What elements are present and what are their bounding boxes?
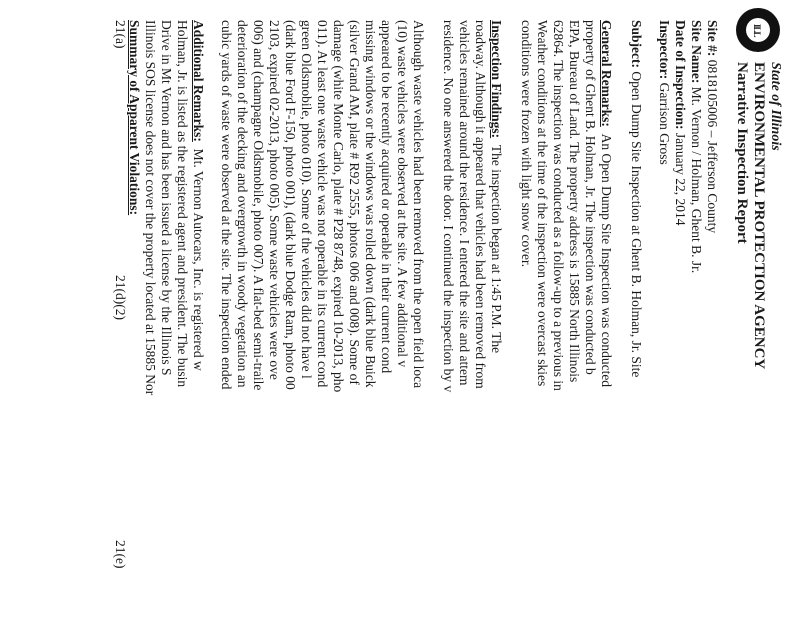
inspector-line: Inspector: Garrison Gross: [657, 20, 672, 165]
summary-heading: Summary of Apparent Violations:: [127, 20, 142, 216]
state-name: State of Illinois: [768, 62, 783, 151]
additional-remarks-line-4: Illinois SOS license does not cover the property located at 15885 Nor: [143, 20, 158, 396]
body-line-5: (silver Grand AM, plate # R92 2555, photos 006 and 008). Some of: [347, 20, 362, 385]
body-line-11: 006) and (champagne Oldsmobile, photo 007). A flat-bed semi-traile: [251, 20, 266, 391]
body-line-12: deterioration of the decking and overgrowth in woody vegetation an: [235, 20, 250, 388]
body-line-2: (10) waste vehicles were observed at the site. A few additional v: [395, 20, 410, 368]
body-line-9: (dark blue Ford F-150, photo 001), (dark blue Dodge Ram, photo 00: [283, 20, 298, 390]
body-line-6: damage (white Monte Carlo, plate # P28 8748, expired 10-2013, pho: [331, 20, 346, 393]
body-line-10: 2103, expired 02-2013, photo 005). Some waste vehicles were ove: [267, 20, 282, 380]
additional-remarks-line-3: Drive in Mt Vernon and has been issued a license by the Illinois S: [159, 20, 174, 376]
site-name-line: Site Name: Mt. Vernon / Holman, Ghent B. Jr.: [689, 20, 704, 274]
violation-item: 21(e): [113, 540, 128, 569]
findings-line-1: Inspection Findings: The inspection began at 1:45 P.M. The: [489, 20, 504, 354]
additional-remarks-line-1: Additional Remarks: Mt. Vernon Autocars, Inc. is registered w: [191, 20, 206, 371]
findings-line-3: vehicles remained around the residence. I entered the site and attem: [457, 20, 472, 386]
subject-line: Subject: Open Dump Site Inspection at Ghent B. Holman, Jr. Site: [629, 20, 644, 378]
illinois-epa-logo-icon: ILL: [736, 8, 780, 52]
body-line-3: appeared to be recently acquired or operable in their current cond: [379, 20, 394, 374]
general-remarks-line-1: General Remarks: An Open Dump Site Inspection was conducted: [599, 20, 614, 388]
inspection-date-line: Date of Inspection: January 22, 2014: [673, 20, 688, 226]
body-line-8: green Oldsmobile, photo 010). Some of the vehicles did not have l: [299, 20, 314, 379]
findings-line-2: roadway. Although it appeared that vehicles had been removed from: [473, 20, 488, 389]
body-line-7: 011). At least one waste vehicle was not operable in its current cond: [315, 20, 330, 388]
general-remarks-line-3: EPA, Bureau of Land. The property address is 15885 North Illinois: [567, 20, 582, 383]
site-number-line: Site #: 0818105006 – Jefferson County: [705, 20, 720, 234]
report-title: Narrative Inspection Report: [734, 62, 750, 244]
general-remarks-line-5: Weather conditions at the time of the inspection were overcast skies: [535, 20, 550, 387]
violation-item: 21(a): [113, 20, 128, 49]
general-remarks-line-6: conditions were frozen with light snow cover.: [519, 20, 534, 268]
violation-item: 21(d)(2): [113, 275, 128, 320]
additional-remarks-line-2: Holman, Jr. is listed as the registered agent and president. The busin: [175, 20, 190, 388]
body-line-13: cubic yards of waste were observed at the site. The inspection ended: [219, 20, 234, 390]
general-remarks-line-2: property of Ghent B. Holman, Jr. The inspection was conducted b: [583, 20, 598, 375]
agency-name: ENVIRONMENTAL PROTECTION AGENCY: [751, 62, 767, 370]
findings-line-4: residence. No one answered the door. I continued the inspection by v: [441, 20, 456, 393]
general-remarks-line-4: 62864. The inspection was conducted as a follow-up to a previous in: [551, 20, 566, 391]
body-line-4: missing windows or the windows was rolled down (dark blue Buick: [363, 20, 378, 388]
body-line-1: Although waste vehicles had been removed from the open field loca: [411, 20, 426, 389]
report-header: [733, 62, 784, 369]
